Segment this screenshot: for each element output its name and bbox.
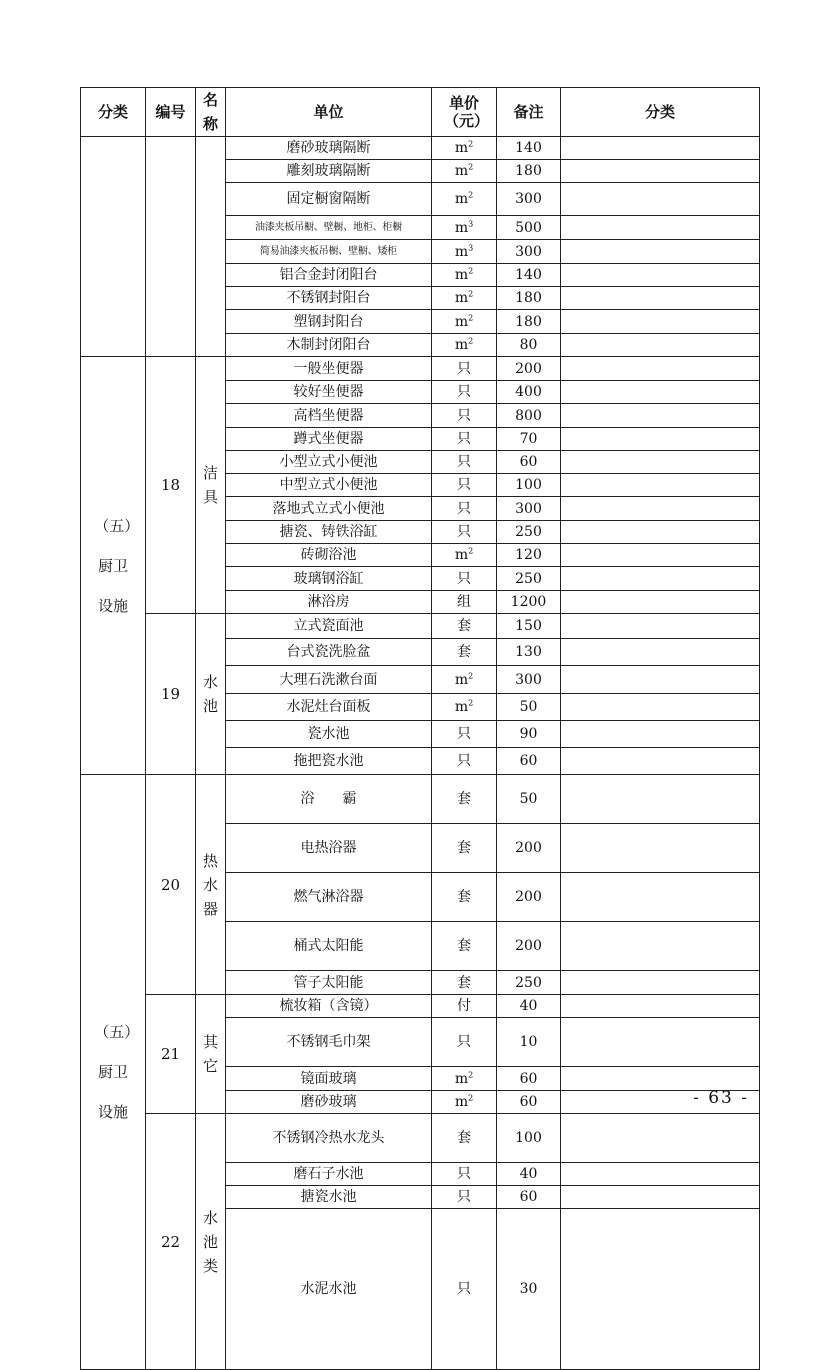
item-name: 燃气淋浴器	[226, 873, 432, 922]
group-name-label: 洁具	[202, 464, 218, 506]
item-name: 淋浴房	[226, 591, 432, 614]
item-unit: 只	[432, 451, 497, 474]
item-unit: $m^2$	[432, 160, 497, 183]
item-note-empty	[561, 748, 760, 775]
item-price: 140	[497, 137, 561, 160]
item-note-empty	[561, 451, 760, 474]
item-unit: 只	[432, 357, 497, 381]
item-name: 电热浴器	[226, 824, 432, 873]
item-price: 60	[497, 1067, 561, 1091]
item-name: 蹲式坐便器	[226, 428, 432, 451]
item-price: 10	[497, 1018, 561, 1067]
item-price: 800	[497, 404, 561, 428]
number-cell: 22	[146, 1114, 196, 1370]
item-name: 立式瓷面池	[226, 614, 432, 639]
table-row	[81, 775, 760, 824]
item-note-empty	[561, 264, 760, 287]
item-unit: 套	[432, 775, 497, 824]
price-table	[80, 87, 760, 1370]
table-row	[81, 137, 760, 160]
item-note-empty	[561, 775, 760, 824]
item-note-empty	[561, 216, 760, 240]
item-price: 140	[497, 264, 561, 287]
item-note-empty	[561, 160, 760, 183]
item-unit: 套	[432, 614, 497, 639]
item-unit: 只	[432, 428, 497, 451]
item-name: 简易油漆夹板吊橱、壁橱、矮柜	[226, 240, 432, 264]
item-name: 拖把瓷水池	[226, 748, 432, 775]
header-name: 名称	[196, 88, 226, 137]
item-price: 100	[497, 1114, 561, 1163]
item-unit: 套	[432, 873, 497, 922]
group-name-cell	[196, 775, 226, 995]
item-name: 小型立式小便池	[226, 451, 432, 474]
item-name: 桶式太阳能	[226, 922, 432, 971]
item-name: 磨砂玻璃	[226, 1091, 432, 1114]
item-price: 60	[497, 748, 561, 775]
item-unit: 套	[432, 1114, 497, 1163]
merged-empty-cell	[196, 137, 226, 357]
item-note-empty	[561, 995, 760, 1018]
merged-empty-cell	[146, 137, 196, 357]
table-row	[81, 357, 760, 381]
header-price: 单价（元）	[432, 88, 497, 137]
group-name-label: 其它	[202, 1033, 218, 1075]
item-unit: $m^3$	[432, 216, 497, 240]
item-name: 瓷水池	[226, 721, 432, 748]
item-note-empty	[561, 824, 760, 873]
number-cell: 18	[146, 357, 196, 614]
item-unit: $m^3$	[432, 240, 497, 264]
group-name-label: 水池	[202, 673, 218, 715]
item-price: 60	[497, 1091, 561, 1114]
item-unit: $m^2$	[432, 287, 497, 310]
item-name: 镜面玻璃	[226, 1067, 432, 1091]
item-name: 油漆夹板吊橱、壁橱、地柜、柜橱	[226, 216, 432, 240]
number-cell: 19	[146, 614, 196, 775]
item-note-empty	[561, 497, 760, 521]
item-name: 高档坐便器	[226, 404, 432, 428]
group-name-label: 热水器	[202, 851, 218, 918]
item-unit: 套	[432, 824, 497, 873]
item-unit: 只	[432, 1163, 497, 1186]
item-unit: $m^2$	[432, 1091, 497, 1114]
item-name: 砖砌浴池	[226, 544, 432, 567]
item-price: 200	[497, 357, 561, 381]
item-note-empty	[561, 240, 760, 264]
item-note-empty	[561, 183, 760, 216]
item-name: 不锈钢冷热水龙头	[226, 1114, 432, 1163]
item-unit: $m^2$	[432, 1067, 497, 1091]
item-unit: $m^2$	[432, 310, 497, 334]
item-unit: 只	[432, 474, 497, 497]
item-name: 浴 霸	[226, 775, 432, 824]
number-cell: 20	[146, 775, 196, 995]
item-price: 180	[497, 310, 561, 334]
header-category: 分类	[81, 88, 146, 137]
item-unit: $m^2$	[432, 334, 497, 357]
item-name: 水泥水池	[226, 1209, 432, 1370]
item-note-empty	[561, 474, 760, 497]
group-name-cell	[196, 614, 226, 775]
item-note-empty	[561, 544, 760, 567]
item-name: 玻璃钢浴缸	[226, 567, 432, 591]
item-unit: $m^2$	[432, 694, 497, 721]
item-note-empty	[561, 381, 760, 404]
item-note-empty	[561, 334, 760, 357]
item-note-empty	[561, 694, 760, 721]
group-name-cell	[196, 357, 226, 614]
item-note-empty	[561, 873, 760, 922]
category-cell	[81, 357, 146, 775]
item-unit: 套	[432, 922, 497, 971]
item-note-empty	[561, 666, 760, 694]
item-note-empty	[561, 287, 760, 310]
item-unit: $m^2$	[432, 137, 497, 160]
item-note-empty	[561, 404, 760, 428]
number-cell: 21	[146, 995, 196, 1114]
item-unit: $m^2$	[432, 264, 497, 287]
category-label: （五）厨卫设施	[94, 1023, 132, 1121]
item-price: 300	[497, 183, 561, 216]
item-price: 250	[497, 521, 561, 544]
item-price: 80	[497, 334, 561, 357]
item-price: 300	[497, 497, 561, 521]
item-unit: 只	[432, 497, 497, 521]
item-name: 梳妆箱（含镜）	[226, 995, 432, 1018]
item-price: 90	[497, 721, 561, 748]
item-note-empty	[561, 1186, 760, 1209]
item-unit: 组	[432, 591, 497, 614]
item-note-empty	[561, 639, 760, 666]
item-name: 磨砂玻璃隔断	[226, 137, 432, 160]
item-unit: 套	[432, 639, 497, 666]
page-number: - 63 -	[693, 1088, 749, 1108]
item-price: 40	[497, 995, 561, 1018]
item-unit: $m^2$	[432, 544, 497, 567]
item-name: 塑钢封阳台	[226, 310, 432, 334]
table-row	[81, 995, 760, 1018]
header-number: 编号	[146, 88, 196, 137]
header-row	[81, 88, 760, 137]
item-price: 50	[497, 694, 561, 721]
item-name: 不锈钢封阳台	[226, 287, 432, 310]
item-price: 400	[497, 381, 561, 404]
item-unit: 只	[432, 567, 497, 591]
item-price: 250	[497, 567, 561, 591]
item-price: 60	[497, 451, 561, 474]
item-name: 搪瓷水池	[226, 1186, 432, 1209]
group-name-cell	[196, 1114, 226, 1370]
header-category-2: 分类	[561, 88, 760, 137]
item-note-empty	[561, 922, 760, 971]
item-name: 中型立式小便池	[226, 474, 432, 497]
item-unit: 只	[432, 721, 497, 748]
item-note-empty	[561, 591, 760, 614]
item-price: 180	[497, 287, 561, 310]
item-name: 水泥灶台面板	[226, 694, 432, 721]
item-note-empty	[561, 521, 760, 544]
merged-empty-cell	[81, 137, 146, 357]
item-note-empty	[561, 614, 760, 639]
item-name: 一般坐便器	[226, 357, 432, 381]
item-price: 250	[497, 971, 561, 995]
table-row	[81, 614, 760, 639]
item-unit: 只	[432, 1186, 497, 1209]
item-name: 落地式立式小便池	[226, 497, 432, 521]
item-note-empty	[561, 1018, 760, 1067]
item-note-empty	[561, 310, 760, 334]
item-note-empty	[561, 1209, 760, 1370]
item-price: 150	[497, 614, 561, 639]
item-price: 200	[497, 824, 561, 873]
item-price: 130	[497, 639, 561, 666]
item-price: 30	[497, 1209, 561, 1370]
item-unit: 付	[432, 995, 497, 1018]
item-unit: 只	[432, 521, 497, 544]
item-unit: 只	[432, 404, 497, 428]
category-cell	[81, 775, 146, 1370]
item-name: 管子太阳能	[226, 971, 432, 995]
item-price: 500	[497, 216, 561, 240]
item-note-empty	[561, 721, 760, 748]
item-name: 较好坐便器	[226, 381, 432, 404]
item-note-empty	[561, 567, 760, 591]
category-label: （五）厨卫设施	[94, 516, 132, 615]
item-note-empty	[561, 357, 760, 381]
item-name: 磨石子水池	[226, 1163, 432, 1186]
item-note-empty	[561, 137, 760, 160]
item-price: 60	[497, 1186, 561, 1209]
item-name: 大理石洗漱台面	[226, 666, 432, 694]
item-unit: 只	[432, 1209, 497, 1370]
header-unit: 单位	[226, 88, 432, 137]
item-name: 固定橱窗隔断	[226, 183, 432, 216]
item-unit: 只	[432, 1018, 497, 1067]
item-name: 不锈钢毛巾架	[226, 1018, 432, 1067]
item-note-empty	[561, 1067, 760, 1091]
item-name: 搪瓷、铸铁浴缸	[226, 521, 432, 544]
group-name-cell	[196, 995, 226, 1114]
table-row	[81, 1114, 760, 1163]
item-price: 40	[497, 1163, 561, 1186]
group-name-label: 水池类	[202, 1208, 218, 1275]
item-note-empty	[561, 1114, 760, 1163]
item-name: 雕刻玻璃隔断	[226, 160, 432, 183]
item-price: 50	[497, 775, 561, 824]
header-note: 备注	[497, 88, 561, 137]
item-price: 120	[497, 544, 561, 567]
item-unit: 只	[432, 381, 497, 404]
item-name: 台式瓷洗脸盆	[226, 639, 432, 666]
item-note-empty	[561, 428, 760, 451]
item-price: 100	[497, 474, 561, 497]
item-price: 70	[497, 428, 561, 451]
item-name: 木制封闭阳台	[226, 334, 432, 357]
item-price: 1200	[497, 591, 561, 614]
item-unit: $m^2$	[432, 183, 497, 216]
item-name: 铝合金封闭阳台	[226, 264, 432, 287]
item-unit: 套	[432, 971, 497, 995]
item-note-empty	[561, 1163, 760, 1186]
item-note-empty	[561, 971, 760, 995]
item-price: 300	[497, 240, 561, 264]
item-unit: 只	[432, 748, 497, 775]
item-price: 300	[497, 666, 561, 694]
item-price: 200	[497, 922, 561, 971]
item-price: 200	[497, 873, 561, 922]
item-unit: $m^2$	[432, 666, 497, 694]
item-price: 180	[497, 160, 561, 183]
